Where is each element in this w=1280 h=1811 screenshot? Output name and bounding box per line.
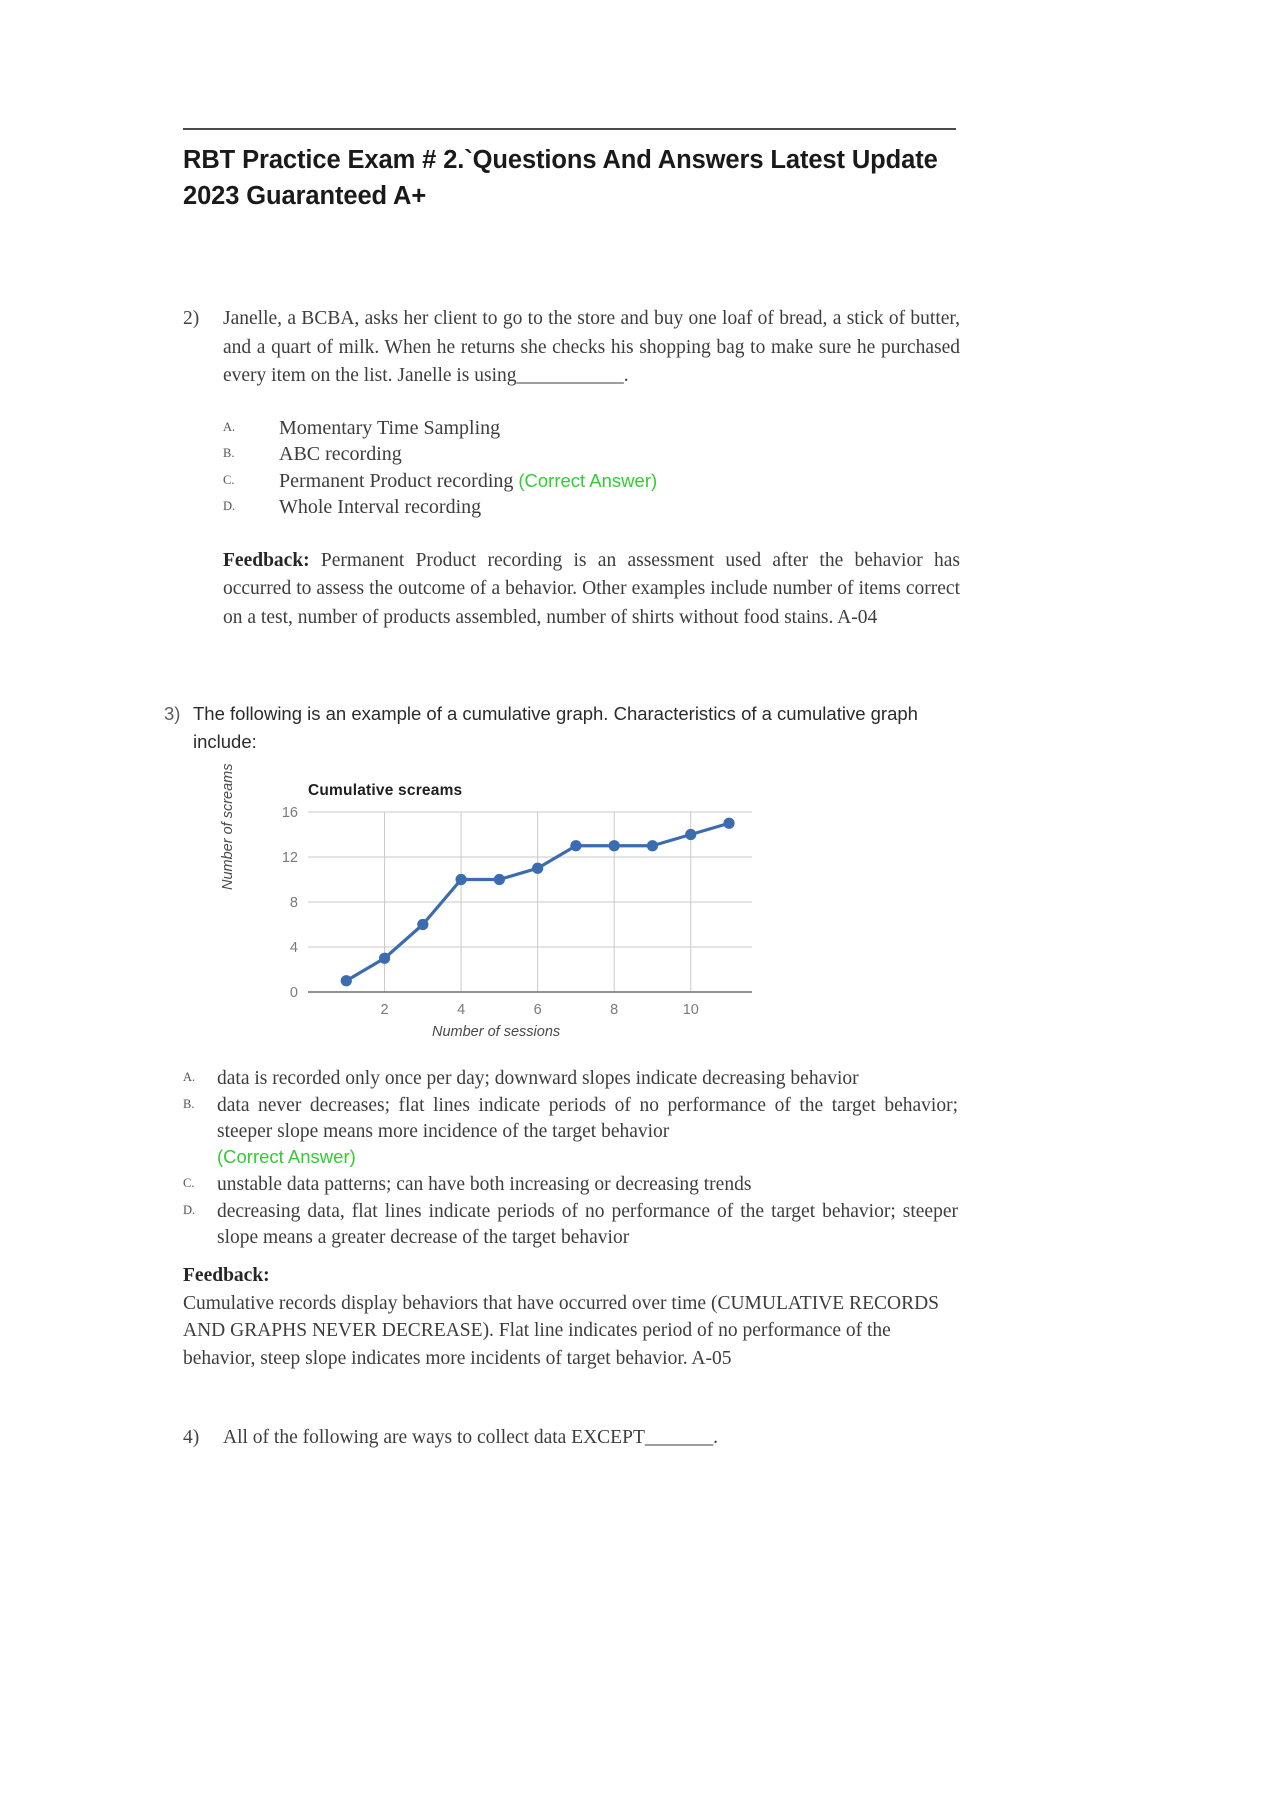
option-text xyxy=(279,468,960,494)
title-divider xyxy=(183,128,956,130)
option-row[interactable] xyxy=(183,1093,958,1171)
question-2-feedback xyxy=(223,547,960,633)
option-row[interactable] xyxy=(183,1199,958,1251)
chart-data-point xyxy=(647,840,658,851)
chart-y-tick-label: 4 xyxy=(289,940,298,956)
option-text: unstable data patterns; can have both increasing or decreasing trends xyxy=(217,1173,752,1195)
question-2-options xyxy=(223,415,960,521)
option-text: data is recorded only once per day; downward slopes indicate decreasing behavior xyxy=(217,1068,859,1089)
option-row[interactable] xyxy=(183,1172,958,1198)
chart-data-point xyxy=(379,953,390,964)
question-2-prompt xyxy=(183,305,960,391)
question-4-block xyxy=(183,1424,960,1453)
chart-x-tick-label: 6 xyxy=(533,1002,542,1018)
option-row[interactable] xyxy=(223,494,960,520)
option-row[interactable] xyxy=(223,441,960,467)
chart-x-axis-label: Number of sessions xyxy=(432,1024,561,1040)
option-text: Momentary Time Sampling xyxy=(279,416,501,439)
chart-data-point xyxy=(456,874,467,885)
question-4-prompt xyxy=(183,1424,960,1453)
chart-data-point xyxy=(532,863,543,874)
option-letter: B. xyxy=(183,1096,195,1111)
option-text: decreasing data, flat lines indicate periods of no performance of the target behavior; steeper slope means a greater decrease of the target behavior xyxy=(217,1200,958,1248)
chart-plot-svg xyxy=(247,804,767,1019)
option-letter: C. xyxy=(183,1175,195,1190)
chart-data-point xyxy=(570,840,581,851)
chart-y-axis-label: Number of screams xyxy=(220,763,236,890)
chart-data-point xyxy=(723,818,734,829)
option-letter: A. xyxy=(183,1070,196,1084)
chart-y-tick-label: 0 xyxy=(289,985,298,1001)
question-3-prompt xyxy=(164,700,954,756)
option-letter: C. xyxy=(223,472,235,487)
option-row[interactable] xyxy=(223,415,960,441)
chart-data-point xyxy=(341,975,352,986)
feedback-text: Permanent Product recording is an assessment used after the behavior has occurred to assess the outcome of a behavior. Other examples include number of items correct on a test, number of products assembled, number of shirts without food stains. A-04 xyxy=(223,549,960,628)
option-row[interactable] xyxy=(223,468,960,494)
question-2-number: 2) xyxy=(183,308,200,329)
title-block xyxy=(183,128,956,214)
feedback-label: Feedback: xyxy=(223,549,310,571)
option-text xyxy=(217,1093,958,1171)
cumulative-screams-chart xyxy=(220,763,767,1042)
page-title: RBT Practice Exam # 2.`Questions And Answers Latest Update 2023 Guaranteed A+ xyxy=(183,146,938,211)
question-2-block xyxy=(183,305,960,633)
question-3-number: 3) xyxy=(164,703,181,724)
option-text-label: Permanent Product recording xyxy=(279,469,514,492)
chart-y-tick-label: 12 xyxy=(281,850,298,866)
feedback-label: Feedback: xyxy=(183,1265,270,1286)
chart-y-tick-label: 8 xyxy=(289,895,298,911)
question-3-options xyxy=(183,1066,958,1251)
option-letter: A. xyxy=(223,419,236,434)
chart-data-point xyxy=(494,874,505,885)
chart-x-tick-label: 10 xyxy=(682,1002,699,1018)
option-letter: D. xyxy=(183,1202,196,1217)
chart-x-tick-label: 4 xyxy=(457,1002,466,1018)
chart-data-point xyxy=(417,919,428,930)
feedback-text: Cumulative records display behaviors that have occurred over time (CUMULATIVE RECORDS AND GRAPHS NEVER DECREASE). Flat line indicates period of no performance of the behavior, steep slope indicates more incidents of target behavior. A-05 xyxy=(183,1292,939,1370)
chart-data-point xyxy=(609,840,620,851)
correct-answer-badge: (Correct Answer) xyxy=(518,469,658,491)
correct-answer-badge: (Correct Answer) xyxy=(217,1145,356,1167)
question-4-number: 4) xyxy=(183,1427,200,1448)
chart-y-tick-label: 16 xyxy=(281,805,298,821)
option-letter: B. xyxy=(223,446,235,461)
option-text: Whole Interval recording xyxy=(279,496,482,519)
question-3-block xyxy=(164,700,954,756)
chart-data-point xyxy=(685,829,696,840)
option-letter: D. xyxy=(223,499,236,514)
question-4-text: All of the following are ways to collect data EXCEPT_______. xyxy=(223,1427,718,1448)
chart-x-tick-label: 8 xyxy=(610,1002,619,1018)
chart-title: Cumulative screams xyxy=(308,782,463,799)
question-3-text: The following is an example of a cumulative graph. Characteristics of a cumulative graph include: xyxy=(193,703,918,752)
question-3-feedback xyxy=(183,1262,943,1373)
question-2-text: Janelle, a BCBA, asks her client to go to the store and buy one loaf of bread, a stick of butter, and a quart of milk. When he returns she checks his shopping bag to make sure he purchased every item on the list. Janelle is using___________. xyxy=(223,308,960,387)
option-text-label: data never decreases; flat lines indicate periods of no performance of the target behavior; steeper slope means more incidence of the target behavior xyxy=(217,1094,958,1142)
chart-x-tick-label: 2 xyxy=(380,1002,389,1018)
option-text: ABC recording xyxy=(279,443,402,466)
option-row[interactable] xyxy=(183,1066,958,1092)
